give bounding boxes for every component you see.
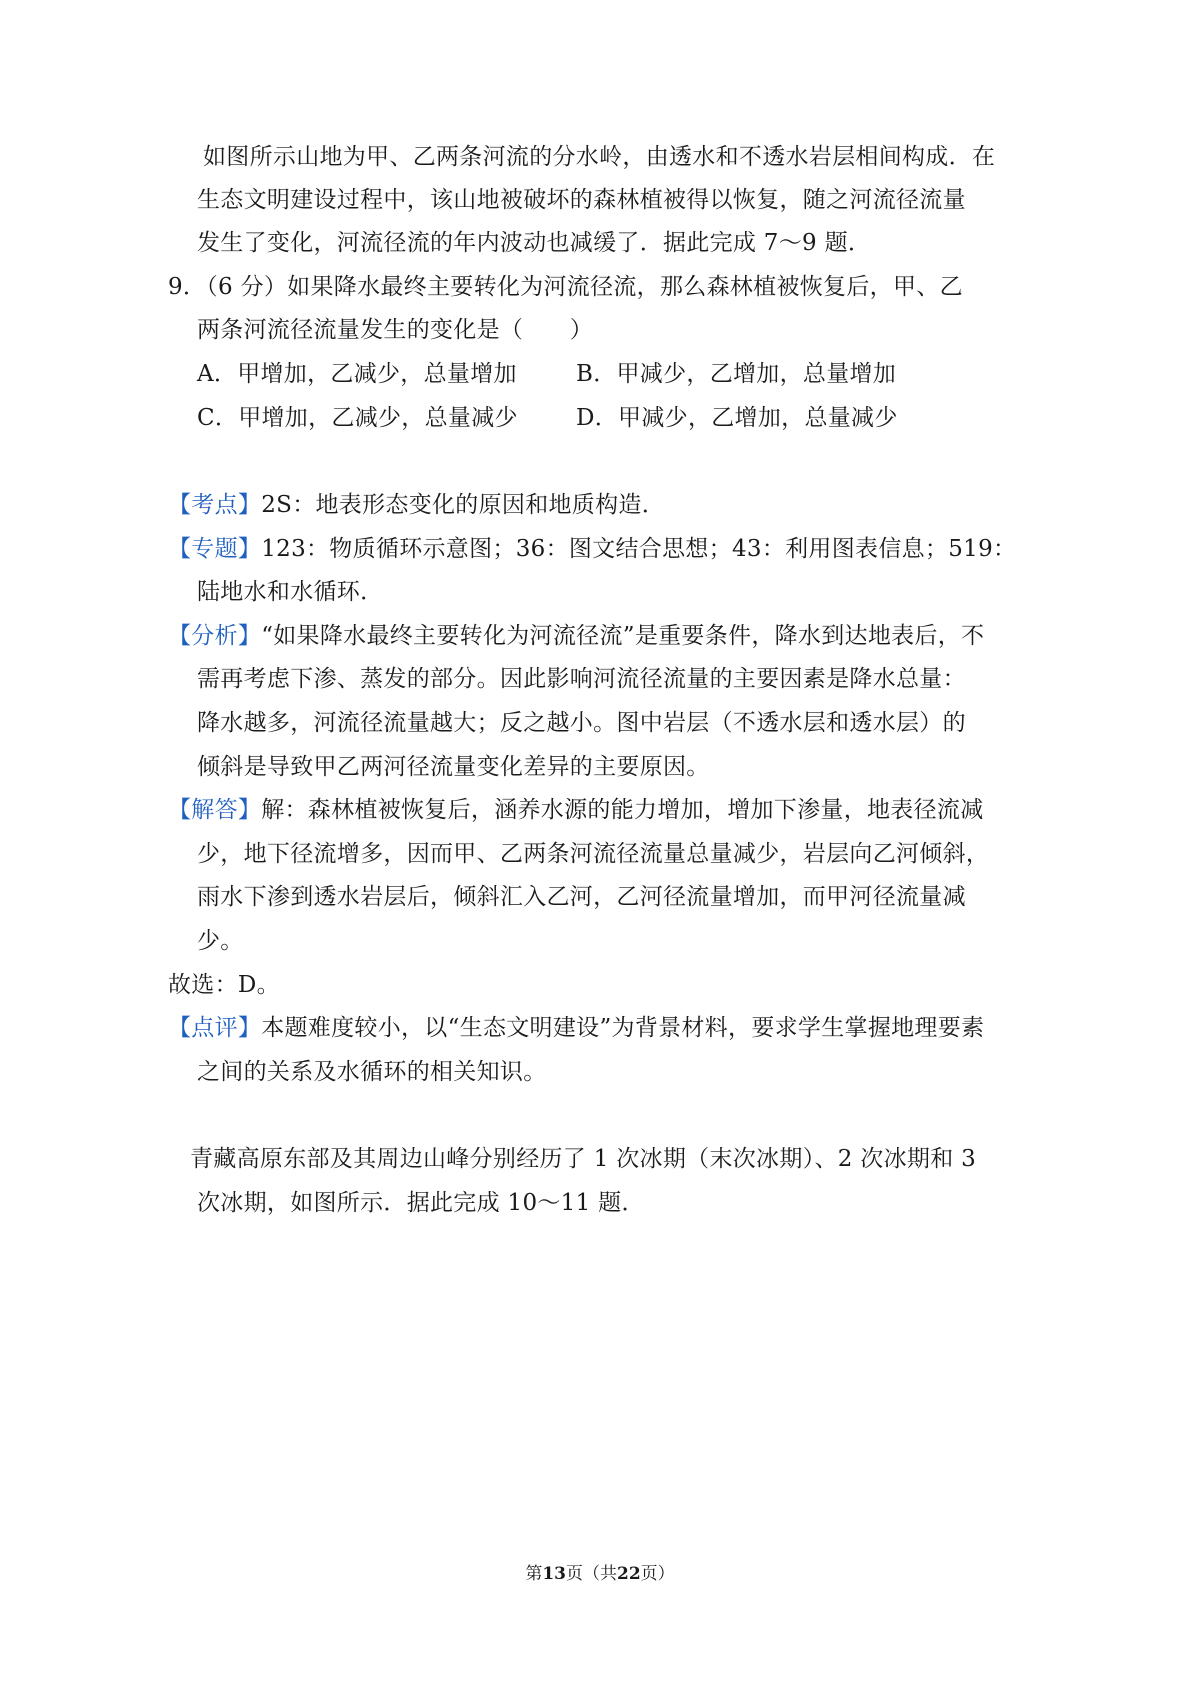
intro-1-line-2: 生态文明建设过程中，该山地被破坏的森林植被得以恢复，随之河流径流量 — [197, 187, 966, 213]
intro-2-line-2: 次冰期，如图所示．据此完成 10～11 题． — [197, 1190, 645, 1216]
kaodian-section — [168, 488, 665, 522]
fenxi-line-3: 降水越多，河流径流量越大；反之越小。图中岩层（不透水层和透水层）的 — [197, 710, 966, 736]
dianping-section — [168, 1011, 984, 1045]
option-c: C．甲增加，乙减少，总量减少 — [197, 405, 518, 431]
option-d: D．甲减少，乙增加，总量减少 — [576, 405, 898, 431]
page-footer — [0, 1562, 1200, 1586]
dianping-tag: 【点评】 — [168, 1015, 262, 1041]
option-a: A．甲增加，乙减少，总量增加 — [197, 361, 517, 387]
jieda-line-2: 少，地下径流增多，因而甲、乙两条河流径流量总量减少，岩层向乙河倾斜， — [197, 841, 990, 867]
question-line-2: 两条河流径流量发生的变化是（ ） — [197, 317, 594, 343]
fenxi-line-2: 需再考虑下渗、蒸发的部分。因此影响河流径流量的主要因素是降水总量： — [197, 666, 966, 692]
jieda-line-1: 解：森林植被恢复后，涵养水源的能力增加，增加下渗量，地表径流减 — [261, 797, 984, 823]
intro-1-line-3: 发生了变化，河流径流的年内波动也减缓了．据此完成 7～9 题． — [197, 230, 872, 256]
footer-suffix: 页） — [640, 1564, 675, 1584]
footer-prefix: 第 — [525, 1564, 543, 1584]
option-b: B．甲减少，乙增加，总量增加 — [576, 361, 897, 387]
final-answer: 故选：D。 — [168, 972, 280, 998]
footer-middle: 页（共 — [566, 1564, 617, 1584]
intro-2-line-1: 青藏高原东部及其周边山峰分别经历了 1 次冰期（末次冰期）、2 次冰期和 3 — [190, 1146, 977, 1172]
dianping-line-1: 本题难度较小，以“生态文明建设”为背景材料，要求学生掌握地理要素 — [261, 1015, 985, 1041]
footer-page-number: 13 — [542, 1564, 566, 1584]
jieda-tag: 【解答】 — [168, 797, 262, 823]
jieda-line-3: 雨水下渗到透水岩层后，倾斜汇入乙河，乙河径流量增加，而甲河径流量减 — [197, 884, 966, 910]
dianping-line-2: 之间的关系及水循环的相关知识。 — [197, 1059, 547, 1085]
footer-total-pages: 22 — [617, 1564, 641, 1584]
question-line-1: 9．（6 分）如果降水最终主要转化为河流径流，那么森林植被恢复后，甲、乙 — [168, 274, 963, 300]
fenxi-line-4: 倾斜是导致甲乙两河径流量变化差异的主要原因。 — [197, 754, 710, 780]
fenxi-line-1: “如果降水最终主要转化为河流径流”是重要条件，降水到达地表后，不 — [261, 623, 985, 649]
jieda-section — [168, 793, 984, 827]
zhuanti-tag: 【专题】 — [168, 536, 262, 562]
jieda-line-4: 少。 — [197, 928, 244, 954]
zhuanti-line-1: 123：物质循环示意图；36：图文结合思想；43：利用图表信息；519： — [261, 536, 1017, 562]
fenxi-section — [168, 619, 984, 653]
kaodian-tag: 【考点】 — [168, 492, 262, 518]
fenxi-tag: 【分析】 — [168, 623, 262, 649]
zhuanti-section — [168, 532, 1016, 566]
zhuanti-line-2: 陆地水和水循环． — [197, 579, 384, 605]
kaodian-text: 2S：地表形态变化的原因和地质构造． — [261, 492, 665, 518]
intro-1-line-1: 如图所示山地为甲、乙两条河流的分水岭，由透水和不透水岩层相间构成．在 — [203, 144, 996, 170]
